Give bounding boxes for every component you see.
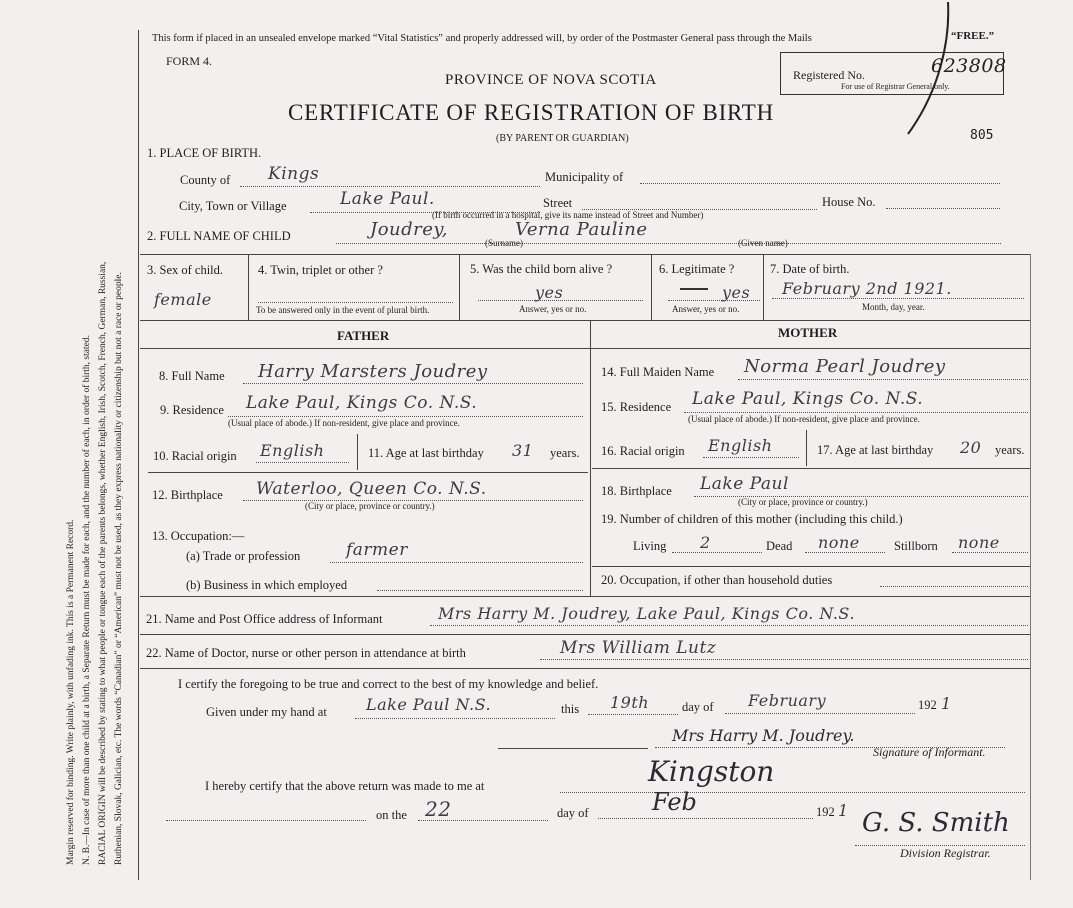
- dead-value: none: [818, 533, 860, 552]
- return-month-value: Feb: [652, 788, 697, 816]
- child-given-name: Verna Pauline: [515, 219, 648, 240]
- informant-label: 21. Name and Post Office address of Informant: [146, 612, 383, 626]
- this-label: this: [561, 702, 580, 716]
- child-name-label: 2. FULL NAME OF CHILD: [147, 229, 291, 243]
- pen-stroke: [900, 0, 960, 140]
- registrar-label: Division Registrar.: [900, 846, 991, 860]
- dob-line: [772, 298, 1024, 299]
- mother-occupation-line: [880, 586, 1028, 587]
- informant-signature-label: Signature of Informant.: [873, 745, 986, 759]
- legit-strike: [680, 288, 708, 290]
- mail-notice-free: “FREE.”: [951, 30, 995, 42]
- father-birthplace-value: Waterloo, Queen Co. N.S.: [256, 479, 487, 499]
- mother-name-label: 14. Full Maiden Name: [601, 365, 715, 379]
- city-value: Lake Paul.: [340, 189, 435, 209]
- given-day-line: [588, 714, 678, 715]
- child-name-line: [336, 243, 1001, 244]
- on-the-label: on the: [376, 808, 407, 822]
- parents-divider: [590, 320, 591, 596]
- given-day-value: 19th: [610, 693, 650, 712]
- surname-note: (Surname): [485, 238, 523, 248]
- mother-age-label: 17. Age at last birthday: [817, 443, 934, 457]
- row-top-rule: [140, 254, 1030, 255]
- given-day-of-label: day of: [682, 700, 714, 714]
- child-surname: Joudrey,: [370, 219, 448, 240]
- municipality-line: [640, 183, 1000, 184]
- certificate-title: CERTIFICATE OF REGISTRATION OF BIRTH: [288, 100, 775, 125]
- row-divider-4: [763, 254, 764, 320]
- return-day-of-label: day of: [557, 806, 589, 820]
- return-year-prefix: 192: [816, 805, 835, 819]
- stillborn-value: none: [958, 533, 1000, 552]
- living-label: Living: [633, 539, 667, 553]
- municipality-label: Municipality of: [545, 170, 624, 184]
- doctor-value: Mrs William Lutz: [560, 638, 717, 658]
- father-age-label: 11. Age at last birthday: [368, 446, 484, 460]
- mother-residence-note: (Usual place of abode.) If non-resident, give place and province.: [688, 414, 920, 424]
- doctor-label: 22. Name of Doctor, nurse or other person in attendance at birth: [146, 646, 466, 660]
- certify-statement: I certify the foregoing to be true and correct to the best of my knowledge and belief.: [178, 677, 599, 691]
- dead-line: [805, 552, 885, 553]
- legitimate-note: Answer, yes or no.: [672, 304, 740, 314]
- mother-residence-value: Lake Paul, Kings Co. N.S.: [692, 389, 924, 409]
- mother-birthplace-value: Lake Paul: [700, 474, 789, 494]
- twin-label: 4. Twin, triplet or other ?: [258, 263, 383, 277]
- mother-heading: MOTHER: [778, 325, 838, 340]
- county-value: Kings: [268, 164, 320, 184]
- informant-line: [430, 625, 1028, 626]
- mother-racial-line: [703, 457, 799, 458]
- row-divider-1: [248, 254, 249, 320]
- dead-label: Dead: [766, 539, 793, 553]
- living-value: 2: [700, 533, 711, 552]
- father-racial-rule: [148, 472, 588, 473]
- trade-value: farmer: [346, 540, 408, 560]
- given-place-value: Lake Paul N.S.: [366, 695, 492, 714]
- parents-bottom-rule: [140, 596, 1030, 597]
- father-name-label: 8. Full Name: [159, 369, 225, 383]
- form-number: FORM 4.: [166, 54, 213, 68]
- return-pre-line: [166, 820, 366, 821]
- mother-name-line: [738, 379, 1028, 380]
- row-bottom-rule: [140, 320, 1030, 321]
- trade-label: (a) Trade or profession: [186, 549, 301, 563]
- registered-number: 623808: [931, 55, 1007, 77]
- house-no-line: [886, 208, 1000, 209]
- informant-signature: Mrs Harry M. Joudrey.: [672, 726, 855, 745]
- mother-birthplace-label: 18. Birthplace: [601, 484, 672, 498]
- given-name-note: (Given name): [738, 238, 788, 248]
- father-name-value: Harry Marsters Joudrey: [258, 361, 488, 382]
- house-no-label: House No.: [822, 195, 876, 209]
- informant-signature-rule: [498, 748, 648, 749]
- father-birthplace-label: 12. Birthplace: [152, 488, 223, 502]
- dob-label: 7. Date of birth.: [770, 262, 850, 276]
- father-racial-value: English: [260, 441, 325, 460]
- margin-racial-note: RACIAL ORIGIN will be described by stating to what people or tongue each of the parents belongs, whether English, Irish, Scotch, French, German, Russian,: [98, 261, 108, 865]
- mother-children-rule: [592, 566, 1030, 567]
- mother-residence-line: [684, 412, 1028, 413]
- given-month-line: [725, 713, 915, 714]
- registered-label: Registered No.: [793, 68, 865, 82]
- father-heading: FATHER: [337, 328, 390, 343]
- mother-name-value: Norma Pearl Joudrey: [744, 356, 946, 377]
- informant-value: Mrs Harry M. Joudrey, Lake Paul, Kings Co. N.S.: [438, 604, 855, 623]
- county-label: County of: [180, 173, 231, 187]
- row-divider-2: [459, 254, 460, 320]
- living-line: [672, 552, 762, 553]
- doctor-rule: [140, 668, 1030, 669]
- father-age-value: 31: [512, 441, 534, 460]
- father-name-line: [243, 383, 583, 384]
- county-line: [240, 186, 540, 187]
- father-residence-line: [228, 416, 583, 417]
- street-label: Street: [543, 196, 573, 210]
- twin-note: To be answered only in the event of plural birth.: [256, 305, 430, 315]
- registered-number-box: [780, 52, 1007, 95]
- row-divider-3: [651, 254, 652, 320]
- legitimate-label: 6. Legitimate ?: [659, 262, 735, 276]
- city-label: City, Town or Village: [179, 199, 287, 213]
- return-month-line: [598, 818, 813, 819]
- alive-note: Answer, yes or no.: [519, 304, 587, 314]
- informant-rule: [140, 634, 1030, 635]
- father-residence-label: 9. Residence: [160, 403, 224, 417]
- hospital-note: (If birth occurred in a hospital, give its name instead of Street and Number): [432, 210, 704, 220]
- sex-label: 3. Sex of child.: [147, 263, 224, 277]
- sex-value: female: [154, 290, 212, 309]
- doctor-line: [540, 659, 1028, 660]
- legitimate-value: yes: [722, 283, 751, 302]
- given-place-line: [355, 718, 555, 719]
- place-of-birth-heading: 1. PLACE OF BIRTH.: [147, 146, 262, 160]
- given-under-label: Given under my hand at: [206, 705, 327, 719]
- given-year-suffix: 1: [941, 694, 952, 713]
- form-left-border: [138, 30, 139, 880]
- father-racial-divider: [357, 434, 358, 470]
- return-place-line: [560, 792, 1025, 793]
- dob-note: Month, day, year.: [862, 302, 925, 312]
- stillborn-label: Stillborn: [894, 539, 938, 553]
- stamp-number: 805: [970, 128, 994, 143]
- margin-racial-note-2: Ruthenian, Slovak, Galician, etc. The words “Canadian” or “American” must not be used, as they express nationality or citizenship but not a race or people.: [114, 272, 124, 865]
- certificate-subtitle: (BY PARENT OR GUARDIAN): [496, 133, 629, 144]
- mother-occupation-label: 20. Occupation, if other than household duties: [601, 573, 833, 587]
- business-label: (b) Business in which employed: [186, 578, 348, 592]
- alive-value: yes: [535, 283, 564, 302]
- father-racial-label: 10. Racial origin: [153, 449, 237, 463]
- registrar-use-note: For use of Registrar General only.: [841, 82, 950, 91]
- given-year-prefix: 192: [918, 698, 937, 712]
- children-count-label: 19. Number of children of this mother (including this child.): [601, 512, 903, 526]
- form-right-border: [1030, 254, 1031, 880]
- father-residence-value: Lake Paul, Kings Co. N.S.: [246, 393, 478, 413]
- margin-nb-note: N. B.—In case of more than one child at a birth, a Separate Return must be made for each, and the number of each, in order of birth, stated.: [82, 335, 92, 865]
- father-birthplace-note: (City or place, province or country.): [305, 501, 435, 511]
- return-year-suffix: 1: [838, 801, 849, 820]
- margin-binding-note: Margin reserved for binding. Write plainly, with unfading ink. This is a Permanent Record.: [66, 519, 76, 865]
- father-years: years.: [550, 446, 580, 460]
- occupation-label: 13. Occupation:—: [152, 529, 245, 543]
- return-day-value: 22: [425, 797, 452, 821]
- stillborn-line: [952, 552, 1028, 553]
- mother-residence-label: 15. Residence: [601, 400, 672, 414]
- father-residence-note: (Usual place of abode.) If non-resident, give place and province.: [228, 418, 460, 428]
- given-month-value: February: [748, 691, 827, 710]
- mail-notice: This form if placed in an unsealed envelope marked “Vital Statistics” and properly addressed will, by order of the Postmaster General pass through the Mails: [152, 33, 812, 44]
- mother-birthplace-note: (City or place, province or country.): [738, 497, 868, 507]
- dob-value: February 2nd 1921.: [782, 279, 952, 298]
- province-heading: PROVINCE OF NOVA SCOTIA: [445, 72, 657, 88]
- alive-label: 5. Was the child born alive ?: [470, 262, 613, 276]
- mother-racial-label: 16. Racial origin: [601, 444, 685, 458]
- mother-racial-rule: [592, 468, 1030, 469]
- business-line: [377, 590, 583, 591]
- mother-racial-value: English: [708, 436, 773, 455]
- parents-heading-rule: [140, 348, 1030, 349]
- registrar-signature: G. S. Smith: [862, 808, 1010, 838]
- mother-years: years.: [995, 443, 1025, 457]
- return-place-value: Kingston: [648, 755, 775, 788]
- twin-line: [258, 302, 453, 303]
- trade-line: [330, 562, 583, 563]
- mother-age-value: 20: [960, 438, 982, 457]
- return-statement: I hereby certify that the above return was made to me at: [205, 779, 485, 793]
- mother-racial-divider: [806, 430, 807, 466]
- father-racial-line: [256, 462, 349, 463]
